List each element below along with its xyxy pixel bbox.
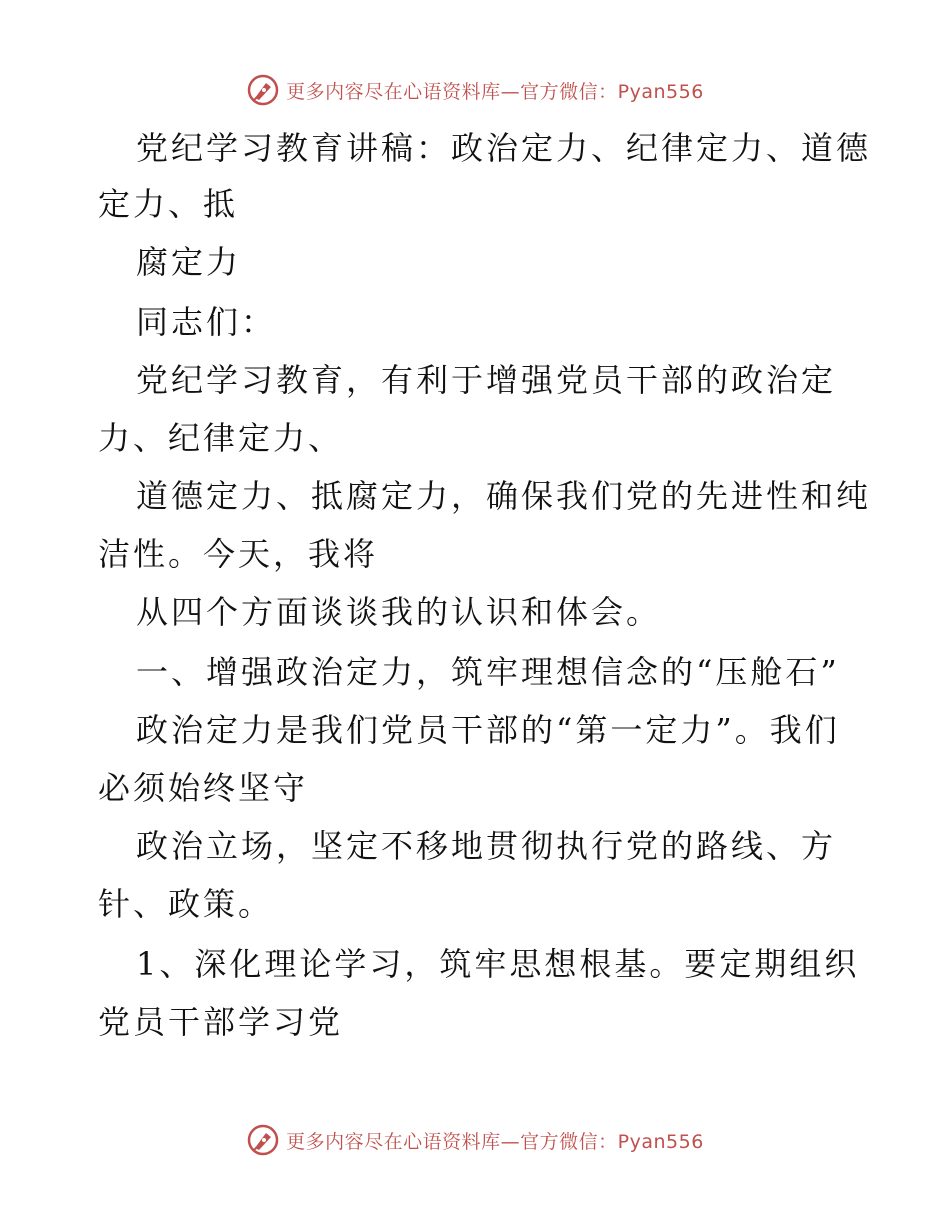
paragraph-line: 洁性。今天，我将 bbox=[98, 535, 379, 573]
salutation: 同志们： bbox=[136, 303, 277, 341]
header-watermark bbox=[0, 70, 950, 110]
pen-nib-logo-icon bbox=[246, 73, 280, 107]
paragraph-line: 道德定力、抵腐定力，确保我们党的先进性和纯 bbox=[136, 477, 872, 515]
paragraph-line: 政治立场，坚定不移地贯彻执行党的路线、方 bbox=[136, 827, 837, 865]
paragraph-line: 必须始终坚守 bbox=[98, 769, 309, 807]
paragraph-line: 力、纪律定力、 bbox=[98, 419, 344, 457]
watermark-text: 更多内容尽在心语资料库—官方微信：Pyan556 bbox=[286, 80, 704, 103]
footer-watermark bbox=[0, 1120, 950, 1160]
paragraph-line: 党纪学习教育，有利于增强党员干部的政治定 bbox=[136, 361, 837, 399]
paragraph-line: 党员干部学习党 bbox=[98, 1003, 344, 1041]
watermark-text: 更多内容尽在心语资料库—官方微信：Pyan556 bbox=[286, 1130, 704, 1153]
section-heading: 一、增强政治定力，筑牢理想信念的“压舱石” bbox=[136, 653, 840, 691]
title-line-2: 定力、抵 bbox=[98, 185, 239, 223]
subsection-line: 1、深化理论学习，筑牢思想根基。要定期组织 bbox=[136, 945, 860, 983]
paragraph-line: 针、政策。 bbox=[98, 885, 274, 923]
pen-nib-logo-icon bbox=[246, 1123, 280, 1157]
title-line-1: 党纪学习教育讲稿：政治定力、纪律定力、道德 bbox=[136, 129, 872, 167]
paragraph-line: 政治定力是我们党员干部的“第一定力”。我们 bbox=[136, 711, 840, 749]
paragraph-line: 从四个方面谈谈我的认识和体会。 bbox=[136, 593, 662, 631]
title-line-3: 腐定力 bbox=[136, 243, 242, 281]
